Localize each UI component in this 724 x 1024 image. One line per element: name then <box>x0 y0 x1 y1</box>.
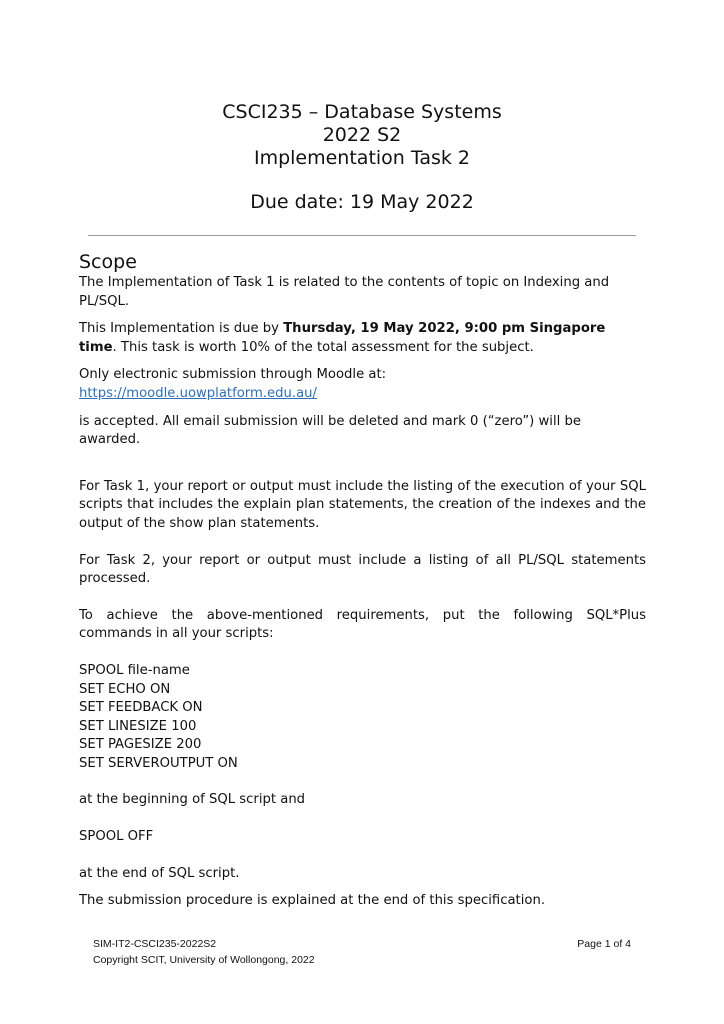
page-footer <box>93 936 631 968</box>
command-line: SET PAGESIZE 200 <box>79 737 202 753</box>
spool-off-command: SPOOL OFF <box>79 829 154 845</box>
title-block <box>0 101 724 214</box>
command-line: SET LINESIZE 100 <box>79 718 197 734</box>
command-list <box>79 662 646 774</box>
command-line: SPOOL file-name <box>79 662 190 678</box>
due-date: Due date: 19 May 2022 <box>250 191 474 213</box>
due-deadline: Thursday, 19 May 2022, 9:00 pm Singapore time <box>79 321 606 355</box>
title-divider <box>88 235 636 236</box>
command-line: SET FEEDBACK ON <box>79 700 203 716</box>
scope-section <box>79 250 646 911</box>
command-line: SET SERVEROUTPUT ON <box>79 755 238 771</box>
copyright: Copyright SCIT, University of Wollongong, 2022 <box>93 954 315 966</box>
submission-line: Only electronic submission through Moodle at: <box>79 367 387 383</box>
moodle-link-line <box>79 385 646 404</box>
task1-paragraph: For Task 1, your report or output must include the listing of the execution of your SQL scripts that includes the explain plan statements, the creation of the indexes and the output of the show plan statements. <box>79 478 646 531</box>
due-prefix: This Implementation is due by <box>79 321 284 337</box>
doc-code: SIM-IT2-CSCI235-2022S2 <box>93 938 217 950</box>
scope-heading: Scope <box>79 251 137 273</box>
achieve-paragraph: To achieve the above-mentioned requirements, put the following SQL*Plus commands in all your scripts: <box>79 607 646 642</box>
task2-paragraph: For Task 2, your report or output must include a listing of all PL/SQL statements processed. <box>79 552 646 587</box>
session-title: 2022 S2 <box>322 124 402 146</box>
intro-paragraph: The Implementation of Task 1 is related to the contents of topic on Indexing and PL/SQL. <box>79 275 610 309</box>
beginning-note: at the beginning of SQL script and <box>79 792 306 808</box>
footer-row <box>93 936 631 952</box>
page-number: Page 1 of 4 <box>577 938 631 950</box>
moodle-link[interactable]: https://moodle.uowplatform.edu.au/ <box>79 385 317 401</box>
due-paragraph <box>79 320 646 357</box>
due-suffix: . This task is worth 10% of the total assessment for the subject. <box>112 339 534 355</box>
accepted-paragraph: is accepted. All email submission will be deleted and mark 0 (“zero”) will be awarded. <box>79 413 581 448</box>
command-line: SET ECHO ON <box>79 681 171 697</box>
procedure-note: The submission procedure is explained at the end of this specification. <box>79 893 546 909</box>
task-title: Implementation Task 2 <box>253 147 471 169</box>
course-title: CSCI235 – Database Systems <box>222 101 502 123</box>
end-note: at the end of SQL script. <box>79 865 240 881</box>
